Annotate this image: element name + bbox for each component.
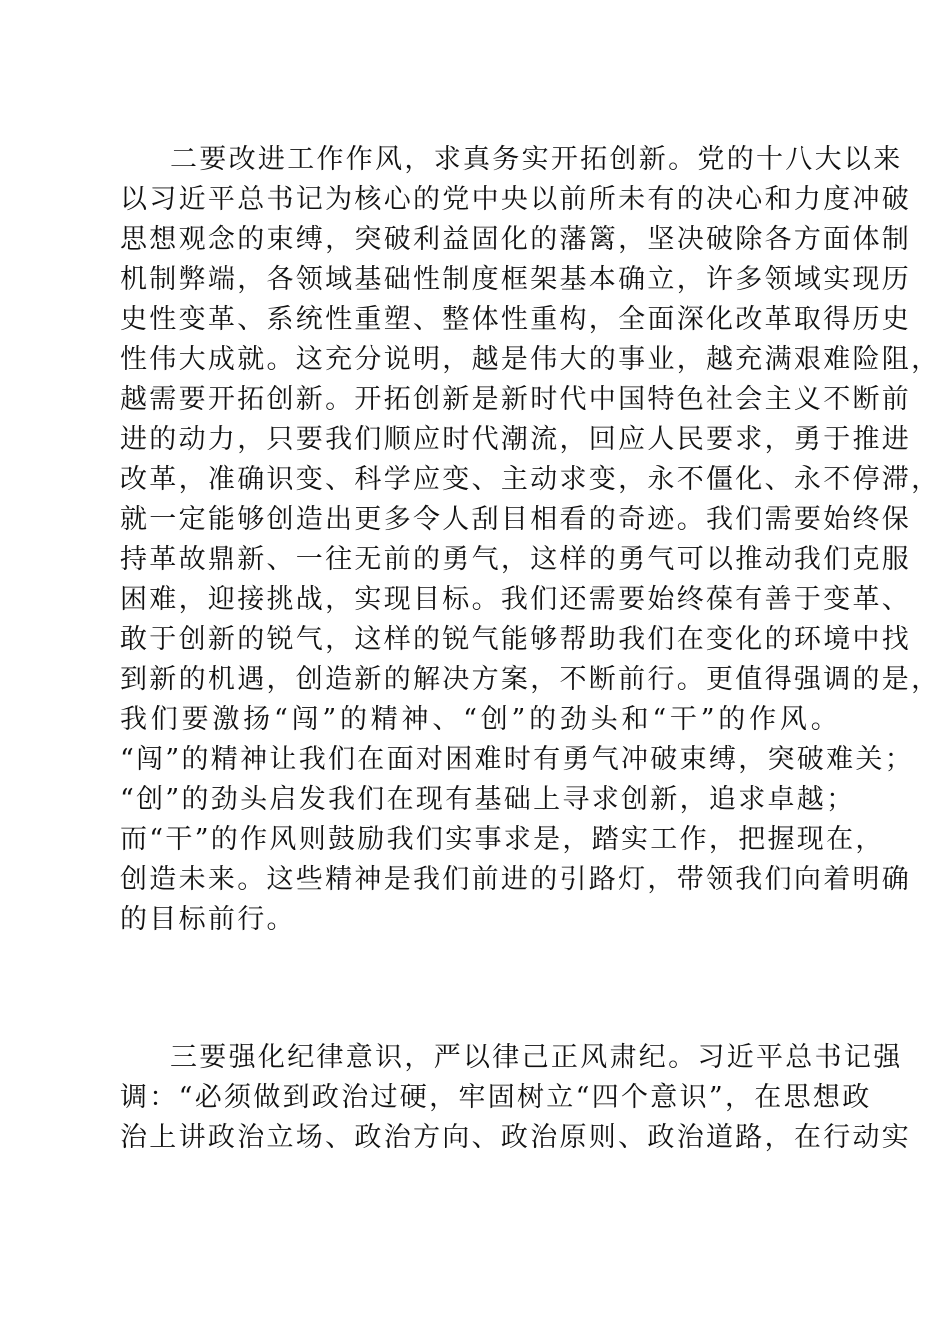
paragraph-line: 调：“必须做到政治过硬，牢固树立“四个意识”，在思想政	[120, 1082, 872, 1113]
paragraph-line: 性伟大成就。这充分说明，越是伟大的事业，越充满艰难险阻，	[120, 344, 941, 375]
paragraph-line: 创造未来。这些精神是我们前进的引路灯，带领我们向着明确	[120, 864, 912, 895]
paragraph-line: 到新的机遇，创造新的解决方案，不断前行。更值得强调的是，	[120, 664, 941, 695]
paragraph-line: 思想观念的束缚，突破利益固化的藩篱，坚决破除各方面体制	[120, 224, 912, 255]
paragraph-line: 进的动力，只要我们顺应时代潮流，回应人民要求，勇于推进	[120, 424, 912, 455]
paragraph-line: 三要强化纪律意识，严以律己正风肃纪。习近平总书记强	[170, 1042, 903, 1073]
paragraph-line: 持革故鼎新、一往无前的勇气，这样的勇气可以推动我们克服	[120, 544, 912, 575]
paragraph-1	[120, 140, 941, 940]
paragraph-line: 改革，准确识变、科学应变、主动求变，永不僵化、永不停滞，	[120, 464, 941, 495]
paragraph-line: 史性变革、系统性重塑、整体性重构，全面深化改革取得历史	[120, 304, 912, 335]
paragraph-line: 困难，迎接挑战，实现目标。我们还需要始终葆有善于变革、	[120, 584, 912, 615]
paragraph-line: 我们要激扬“闯”的精神、“创”的劲头和“干”的作风。	[120, 704, 840, 735]
paragraph-line: 的目标前行。	[120, 904, 296, 935]
paragraph-line: “闯”的精神让我们在面对困难时有勇气冲破束缚，突破难关；	[120, 744, 915, 775]
paragraph-line: 敢于创新的锐气，这样的锐气能够帮助我们在变化的环境中找	[120, 624, 912, 655]
paragraph-line: 机制弊端，各领域基础性制度框架基本确立，许多领域实现历	[120, 264, 912, 295]
paragraph-line: 治上讲政治立场、政治方向、政治原则、政治道路，在行动实	[120, 1122, 912, 1153]
paragraph-line: 以习近平总书记为核心的党中央以前所未有的决心和力度冲破	[120, 184, 912, 215]
paragraph-line: “创”的劲头启发我们在现有基础上寻求创新，追求卓越；	[120, 784, 856, 815]
paragraph-line: 而“干”的作风则鼓励我们实事求是，踏实工作，把握现在，	[120, 824, 885, 855]
paragraph-line: 二要改进工作作风，求真务实开拓创新。党的十八大以来	[170, 144, 903, 175]
paragraph-line: 就一定能够创造出更多令人刮目相看的奇迹。我们需要始终保	[120, 504, 912, 535]
paragraph-line: 越需要开拓创新。开拓创新是新时代中国特色社会主义不断前	[120, 384, 912, 415]
paragraph-2	[120, 1038, 912, 1158]
